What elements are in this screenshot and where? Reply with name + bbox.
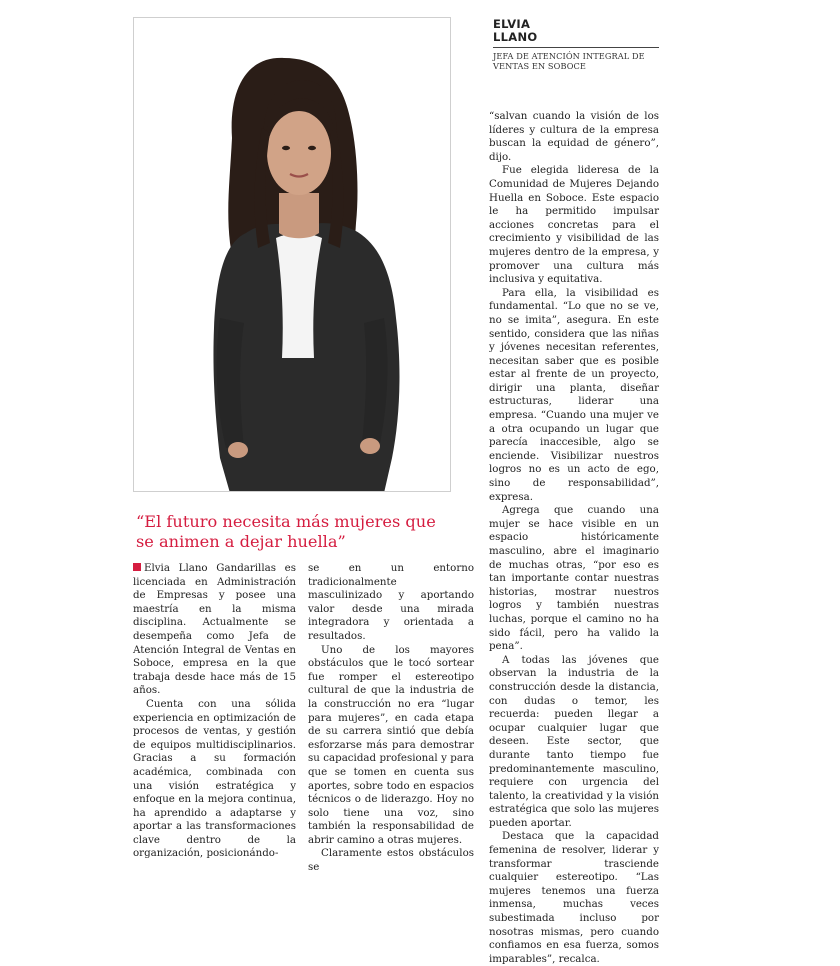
article-column-2 bbox=[308, 562, 474, 875]
accent-square-icon bbox=[133, 563, 141, 571]
paragraph: Agrega que cuando una mujer se hace visible en un espacio históricamente masculino, abre el imaginario de muchas otras, “por eso es tan importante contar nuestras historias, mostrar nuestros logros y también nuestras luchas, porque el camino no ha sido fácil, pero ha valido la pena”. bbox=[489, 504, 659, 653]
article-column-1 bbox=[133, 562, 296, 861]
paragraph: Para ella, la visibilidad es fundamental. “Lo que no se ve, no se imita”, asegura. En este sentido, considera que las niñas y jóvenes necesitan referentes, necesitan saber que es posible estar al frente de un proyecto, dirigir una planta, diseñar estructuras, liderar una empresa. “Cuando una mujer ve a otra ocupando un lugar que parecía inaccesible, algo se enciende. Visibilizar nuestros logros no es un acto de ego, sino de responsabilidad”, expresa. bbox=[489, 286, 659, 503]
paragraph: Destaca que la capacidad femenina de resolver, liderar y transformar trasciende cualquier estereotipo. “Las mujeres tenemos una fuerza inmensa, muchas veces subestimada incluso por nosotras mismas, pero cuando confiamos en esa fuerza, somos imparables”, recalca. bbox=[489, 830, 659, 965]
paragraph: A todas las jóvenes que observan la industria de la construcción desde la distancia, con dudas o temor, les recuerda: pueden llegar a ocupar cualquier lugar que deseen. Este sector, que durante tanto tiempo fue predominantemente masculino, requiere con urgencia del talento, la creatividad y la visión estratégica que solo las mujeres pueden aportar. bbox=[489, 653, 659, 829]
paragraph: Cuenta con una sólida experiencia en optimización de procesos de ventas, y gestión de equipos multidisciplinarios. Gracias a su formación académica, combinada con una visión estratégica y enfoque en la mejora continua, ha aprendido a adaptarse y aportar a las transformaciones clave dentro de la organización, posicionándo- bbox=[133, 697, 296, 860]
paragraph: Claramente estos obstáculos se bbox=[308, 847, 474, 874]
paragraph: Elvia Llano Gandarillas es licenciada en Administración de Empresas y posee una maestría en la misma disciplina. Actualmente se desempeña como Jefa de Atención Integral de Ventas en Soboce, empresa en la que trabaja desde hace más de 15 años. bbox=[133, 562, 296, 697]
pull-quote: “El futuro necesita más mujeres que se animen a dejar huella” bbox=[136, 512, 436, 551]
portrait-photo bbox=[133, 17, 451, 492]
profile-name-line1: ELVIA bbox=[493, 17, 531, 31]
paragraph: se en un entorno tradicionalmente masculinizado y aportando valor desde una mirada integradora y orientada a resultados. bbox=[308, 562, 474, 642]
paragraph: Fue elegida lideresa de la Comunidad de Mujeres Dejando Huella en Soboce. Este espacio le ha permitido impulsar acciones concretas para el crecimiento y visibilidad de las mujeres dentro de la empresa, y promover una cultura más inclusiva y equitativa. bbox=[489, 164, 659, 286]
paragraph: Uno de los mayores obstáculos que le tocó sortear fue romper el estereotipo cultural de que la industria de la construcción no era “lugar para mujeres”, en cada etapa de su carrera sintió que debía esforzarse más para demostrar su capacidad profesional y para que se tomen en cuenta sus aportes, sobre todo en espacios técnicos o de liderazgo. Hoy no solo tiene una voz, sino también la responsabilidad de abrir camino a otras mujeres. bbox=[308, 643, 474, 846]
paragraph: “salvan cuando la visión de los líderes y cultura de la empresa buscan la equidad de género”, dijo. bbox=[489, 110, 659, 163]
profile-role: JEFA DE ATENCIÓN INTEGRAL DE VENTAS EN SOBOCE bbox=[493, 51, 645, 71]
article-column-3 bbox=[489, 110, 659, 966]
profile-name-line2: LLANO bbox=[493, 30, 538, 44]
portrait-illustration bbox=[134, 18, 451, 492]
profile-header bbox=[493, 18, 659, 71]
divider bbox=[493, 47, 659, 48]
